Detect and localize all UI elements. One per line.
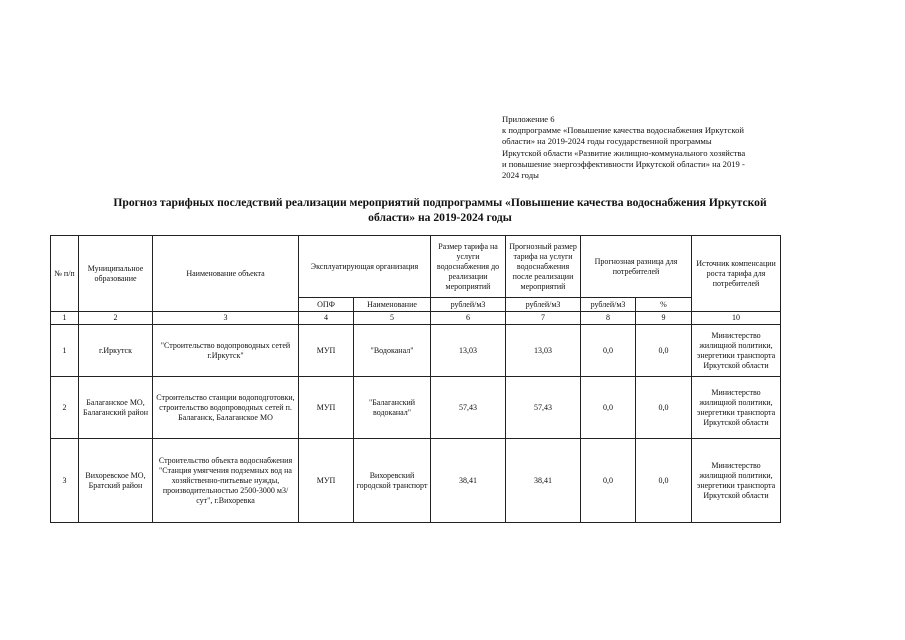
appendix-line: к подпрограмме «Повышение качества водоснабжения Иркутской	[502, 125, 744, 136]
appendix-line: и повышение энергоэффективности Иркутской области» на 2019 -	[502, 158, 745, 169]
cell-name: "Водоканал"	[354, 325, 431, 377]
appendix-note	[502, 114, 780, 181]
cell-diff-rub: 0,0	[581, 439, 636, 523]
appendix-line: Иркутской области «Развитие жилищно-коммунального хозяйства	[502, 147, 746, 158]
cell-municipality: Вихоревское МО, Братский район	[79, 439, 153, 523]
cell-source: Министерство жилищной политики, энергетики транспорта Иркутской области	[692, 439, 781, 523]
cell-object: "Строительство водопроводных сетей г.Иркутск"	[153, 325, 299, 377]
title-line: Прогноз тарифных последствий реализации мероприятий подпрограммы «Повышение качества водоснабжения Иркутской	[113, 196, 767, 209]
cell-name: "Балаганский водоканал"	[354, 377, 431, 439]
cell-municipality: г.Иркутск	[79, 325, 153, 377]
header-unit: рублей/м3	[431, 298, 506, 312]
table-row	[51, 439, 781, 523]
header-name: Наименование	[354, 298, 431, 312]
cell-tariff-after: 57,43	[506, 377, 581, 439]
column-number: 2	[79, 312, 153, 325]
column-number: 10	[692, 312, 781, 325]
cell-opf: МУП	[299, 325, 354, 377]
column-number: 1	[51, 312, 79, 325]
cell-opf: МУП	[299, 377, 354, 439]
table-row	[51, 325, 781, 377]
column-number-row	[51, 312, 781, 325]
cell-tariff-before: 57,43	[431, 377, 506, 439]
header-unit-percent: %	[636, 298, 692, 312]
cell-num: 3	[51, 439, 79, 523]
column-number: 3	[153, 312, 299, 325]
cell-municipality: Балаганское МО, Балаганский район	[79, 377, 153, 439]
appendix-line: Приложение 6	[502, 114, 555, 124]
header-unit: рублей/м3	[581, 298, 636, 312]
cell-source: Министерство жилищной политики, энергетики транспорта Иркутской области	[692, 325, 781, 377]
column-number: 5	[354, 312, 431, 325]
header-operator: Эксплуатирующая организация	[299, 236, 431, 298]
cell-source: Министерство жилищной политики, энергетики транспорта Иркутской области	[692, 377, 781, 439]
cell-opf: МУП	[299, 439, 354, 523]
appendix-line: 2024 годы	[502, 170, 539, 181]
cell-num: 2	[51, 377, 79, 439]
header-source: Источник компенсации роста тарифа для потребителей	[692, 236, 781, 312]
appendix-line: области» на 2019-2024 годы государственной программы	[502, 136, 712, 147]
title-line: области» на 2019-2024 годы	[368, 210, 512, 224]
cell-diff-pct: 0,0	[636, 439, 692, 523]
cell-tariff-after: 13,03	[506, 325, 581, 377]
column-number: 9	[636, 312, 692, 325]
cell-diff-pct: 0,0	[636, 325, 692, 377]
header-difference: Прогнозная разница для потребителей	[581, 236, 692, 298]
column-number: 4	[299, 312, 354, 325]
tariff-table	[50, 235, 781, 523]
header-unit: рублей/м3	[506, 298, 581, 312]
cell-object: Строительство объекта водоснабжения "Станция умягчения подземных вод на хозяйственно-питьевые нужды, производительностью 2500-3000 м3/сут", г.Вихоревка	[153, 439, 299, 523]
cell-tariff-after: 38,41	[506, 439, 581, 523]
header-tariff-forecast: Прогнозный размер тарифа на услуги водоснабжения после реализации мероприятий	[506, 236, 581, 298]
column-number: 7	[506, 312, 581, 325]
cell-diff-rub: 0,0	[581, 377, 636, 439]
document-title	[60, 196, 820, 225]
table-header-row	[51, 236, 781, 298]
cell-diff-rub: 0,0	[581, 325, 636, 377]
column-number: 8	[581, 312, 636, 325]
cell-diff-pct: 0,0	[636, 377, 692, 439]
cell-tariff-before: 38,41	[431, 439, 506, 523]
table-row	[51, 377, 781, 439]
header-opf: ОПФ	[299, 298, 354, 312]
cell-name: Вихоревский городской транспорт	[354, 439, 431, 523]
header-num: № п/п	[51, 236, 79, 312]
column-number: 6	[431, 312, 506, 325]
cell-tariff-before: 13,03	[431, 325, 506, 377]
cell-object: Строительство станции водоподготовки, строительство водопроводных сетей п. Балаганск, Балаганское МО	[153, 377, 299, 439]
cell-num: 1	[51, 325, 79, 377]
header-tariff-size: Размер тарифа на услуги водоснабжения до реализации мероприятий	[431, 236, 506, 298]
header-municipality: Муниципальное образование	[79, 236, 153, 312]
header-object: Наименование объекта	[153, 236, 299, 312]
